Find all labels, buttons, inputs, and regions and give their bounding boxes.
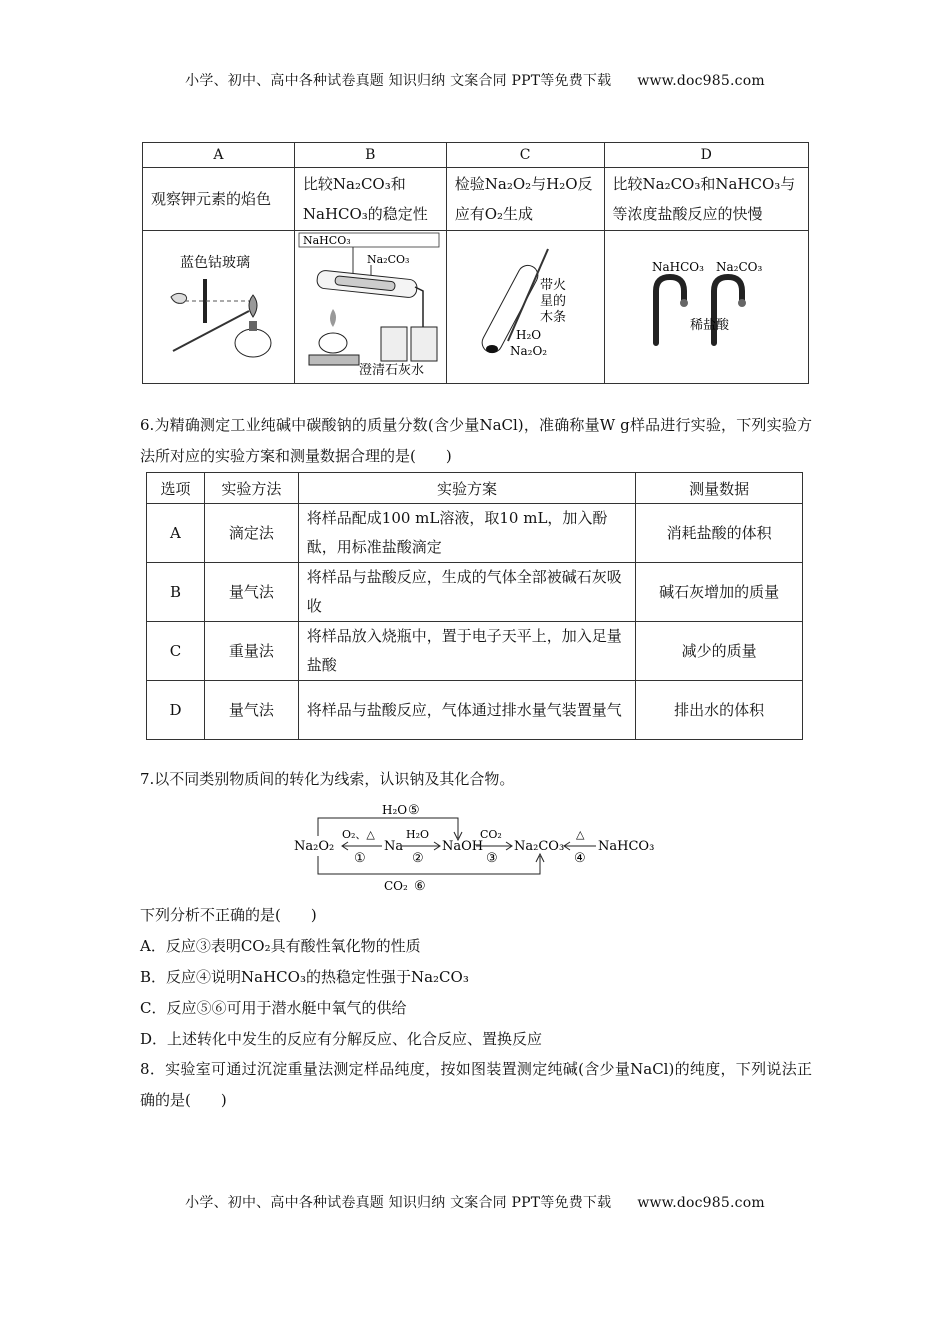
header-cell-a: A	[143, 143, 295, 168]
cond-1: O₂、△	[342, 828, 375, 841]
desc-cell-d: 比较Na₂CO₃和NaHCO₃与等浓度盐酸反应的快慢	[604, 168, 809, 231]
na2o2-label: Na₂O₂	[509, 344, 547, 358]
row-option: D	[147, 681, 205, 740]
acid-label: 稀盐酸	[690, 318, 730, 333]
num-5: ⑤	[408, 803, 420, 818]
table-row	[147, 563, 803, 622]
splint-label-2: 星的	[539, 294, 566, 309]
stability-apparatus-figure	[295, 231, 445, 379]
bracket-5	[318, 818, 458, 838]
na2o2-solid-icon	[486, 345, 498, 353]
figure-cell-c	[446, 231, 604, 384]
footer-url[interactable]: www.doc985.com	[637, 1195, 765, 1211]
peroxide-test-figure	[448, 231, 603, 379]
desc-cell-c: 检验Na₂O₂与H₂O反应有O₂生成	[446, 168, 604, 231]
nahco3-label: NaHCO₃	[303, 234, 351, 247]
table-row	[147, 622, 803, 681]
table-row	[147, 681, 803, 740]
lamp-wick-icon	[249, 321, 257, 331]
num-4: ④	[574, 851, 586, 866]
q7-stem: 7.以不同类别物质间的转化为线索，认识钠及其化合物。	[140, 770, 515, 788]
page-header	[0, 70, 950, 90]
row-plan: 将样品与盐酸反应，生成的气体全部被碱石灰吸收	[298, 563, 635, 622]
row-data: 消耗盐酸的体积	[636, 504, 803, 563]
page-footer	[0, 1192, 950, 1212]
flame-test-figure	[143, 231, 293, 379]
burner-icon	[319, 333, 347, 353]
figure-row	[143, 231, 809, 384]
tube-1-icon	[656, 277, 684, 343]
row-option: A	[147, 504, 205, 563]
figure-cell-a	[143, 231, 295, 384]
q7-option-a: A．反应③表明CO₂具有酸性氧化物的性质	[140, 937, 421, 955]
q7-option-c: C．反应⑤⑥可用于潜水艇中氧气的供给	[140, 999, 407, 1017]
q7-question: 下列分析不正确的是( )	[140, 906, 317, 924]
alcohol-lamp-icon	[235, 329, 271, 357]
experiment-options-table	[142, 142, 809, 384]
tube-2-icon	[714, 277, 742, 343]
row-method: 滴定法	[204, 504, 298, 563]
cond-2: H₂O	[406, 828, 430, 841]
num-2: ②	[412, 851, 424, 866]
num-1: ①	[354, 851, 366, 866]
solid-2-icon	[738, 299, 746, 307]
num-6: ⑥	[414, 879, 426, 894]
row-plan: 将样品放入烧瓶中，置于电子天平上，加入足量盐酸	[298, 622, 635, 681]
q6-header-row	[147, 473, 803, 504]
species-na: Na	[384, 839, 404, 854]
row-plan: 将样品配成100 mL溶液，取10 mL，加入酚酞，用标准盐酸滴定	[298, 504, 635, 563]
na2co3-label: Na₂CO₃	[367, 253, 410, 266]
table-row	[147, 504, 803, 563]
row-option: C	[147, 622, 205, 681]
cond-5: H₂O	[382, 803, 408, 817]
q6-stem: 6.为精确测定工业纯碱中碳酸钠的质量分数(含少量NaCl)，准确称量W g样品进行实验，下列实验方法所对应的实验方案和测量数据合理的是( )	[140, 416, 812, 465]
desc-cell-b: 比较Na₂CO₃和NaHCO₃的稳定性	[294, 168, 446, 231]
header-url[interactable]: www.doc985.com	[637, 73, 765, 89]
solid-1-icon	[680, 299, 688, 307]
beaker-1-icon	[381, 327, 407, 361]
q7-option-b: B．反应④说明NaHCO₃的热稳定性强于Na₂CO₃	[140, 968, 469, 986]
q7-option-d: D．上述转化中发生的反应有分解反应、化合反应、置换反应	[140, 1030, 543, 1048]
reaction-rate-figure	[606, 231, 806, 379]
limewater-label: 澄清石灰水	[359, 363, 425, 378]
header-cell-d: D	[604, 143, 809, 168]
cond-6: CO₂	[384, 879, 408, 893]
eye-icon	[171, 293, 187, 303]
row-data: 减少的质量	[636, 622, 803, 681]
q6-header-method: 实验方法	[204, 473, 298, 504]
nahco3-label-d: NaHCO₃	[652, 260, 705, 274]
row-data: 碱石灰增加的质量	[636, 563, 803, 622]
header-cell-b: B	[294, 143, 446, 168]
splint-label-3: 木条	[539, 310, 566, 325]
row-plan: 将样品与盐酸反应，气体通过排水量气装置量气	[298, 681, 635, 740]
burner-flame-icon	[330, 309, 336, 327]
cond-3: CO₂	[480, 828, 502, 841]
row-method: 量气法	[204, 681, 298, 740]
bracket-6	[318, 856, 540, 874]
figure-cell-b	[294, 231, 446, 384]
row-method: 重量法	[204, 622, 298, 681]
row-option: B	[147, 563, 205, 622]
header-cell-c: C	[446, 143, 604, 168]
species-nahco3: NaHCO₃	[598, 839, 655, 854]
stand-base-icon	[309, 355, 359, 365]
row-data: 排出水的体积	[636, 681, 803, 740]
beaker-2-icon	[411, 327, 437, 361]
flame-icon	[249, 295, 257, 317]
h2o-label: H₂O	[515, 328, 541, 342]
splint-label-1: 带火	[539, 278, 566, 293]
q6-header-option: 选项	[147, 473, 205, 504]
num-3: ③	[486, 851, 498, 866]
desc-cell-a: 观察钾元素的焰色	[143, 168, 295, 231]
q8-stem: 8．实验室可通过沉淀重量法测定样品纯度，按如图装置测定纯碱(含少量NaCl)的纯度，下列说法正确的是( )	[140, 1060, 812, 1109]
figure-cell-d	[604, 231, 809, 384]
cond-4: △	[576, 828, 585, 841]
table-header-row	[143, 143, 809, 168]
species-na2co3: Na₂CO₃	[514, 839, 565, 854]
q6-header-plan: 实验方案	[298, 473, 635, 504]
cobalt-glass-label: 蓝色钴玻璃	[180, 255, 251, 271]
na2co3-label-d: Na₂CO₃	[716, 260, 763, 274]
row-method: 量气法	[204, 563, 298, 622]
description-row	[143, 168, 809, 231]
header-text: 小学、初中、高中各种试卷真题 知识归纳 文案合同 PPT等免费下载	[185, 73, 612, 89]
footer-text: 小学、初中、高中各种试卷真题 知识归纳 文案合同 PPT等免费下载	[185, 1195, 612, 1211]
conversion-diagram	[292, 796, 662, 894]
q6-header-data: 测量数据	[636, 473, 803, 504]
species-naoh: NaOH	[442, 839, 484, 854]
species-na2o2: Na₂O₂	[294, 839, 335, 854]
q6-table	[146, 472, 803, 740]
